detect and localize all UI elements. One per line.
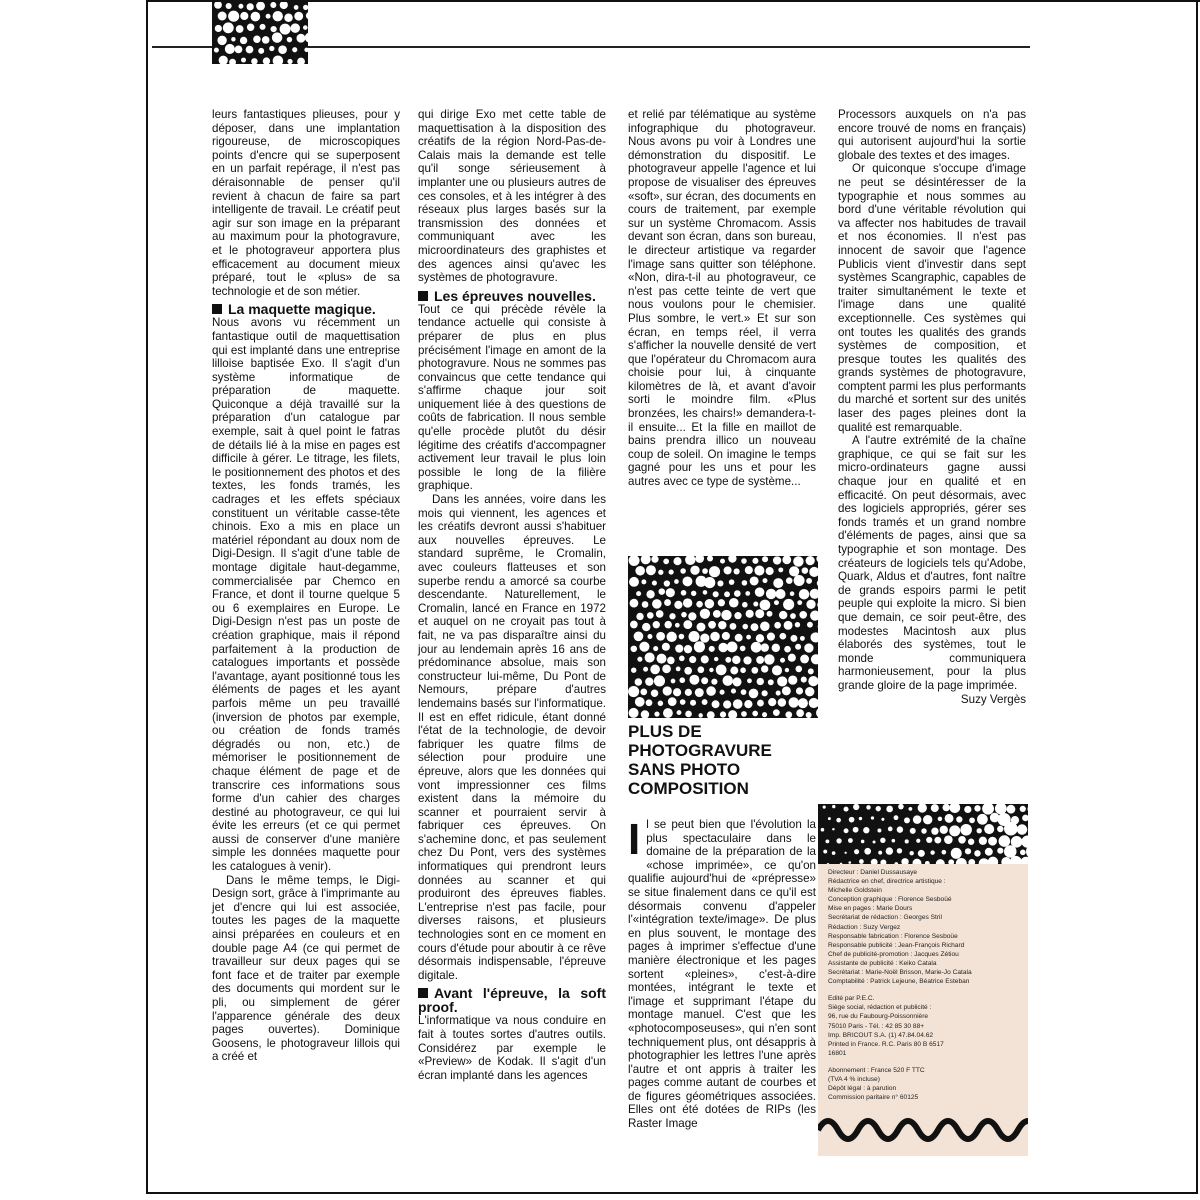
subscription-line: (TVA 4 % incluse) bbox=[828, 1075, 880, 1083]
staff-line: Secrétariat de rédaction : Georges Stril bbox=[828, 914, 942, 922]
halftone-illustration bbox=[628, 556, 818, 718]
masthead-box bbox=[818, 804, 1028, 1156]
paragraph: Dans les années, voire dans les mois qui viennent, les agences et les créatifs devront aussi s'habituer aux nouvelles épreuves. Le standard suprême, le Cromalin, avec couleurs flatteuses et son superbe rendu a amorcé sa courbe descendante. Naturellement, le Cromalin, lancé en France en 1972 et auquel on ne croyait pas tout à fait, ne va pas disparaître ainsi du jour au lendemain après 16 ans de prédominance absolue, mais son constructeur lui-même, Du Pont de Nemours, prépare d'autres lendemains basés sur l'informatique. Il est en effet ridicule, étant donné l'état de la technologie, de devoir fabriquer les quatre films de sélection pour produire une épreuve, alors que les données qui vont impressionner ces films existent dans la mémoire du scanner et pourraient servir à fabriquer ces épreuves. On s'achemine donc, et pas seulement chez Du Pont, vers des systèmes informatiques qui prendront leurs données au scanner et qui produiront des épreuves fiables. L'entreprise n'est pas facile, pour diverses raisons, et plusieurs technologies sont en ce moment en cours d'étude pour aboutir à ce rêve désormais indispensable, l'épreuve digitale. bbox=[418, 493, 606, 982]
paragraph: Tout ce qui précède révèle la tendance actuelle qui consiste à préparer de plus en plus précisément l'image en amont de la photogravure. Nous ne sommes pas convaincus que cette tendance qui s'affirme chaque jour soit uniquement liée à des questions de coûts de fabrication. Il nous semble qu'elle procède plutôt du désir légitime des créatifs d'accompagner activement leur travail le plus loin possible le long de la filière graphique. bbox=[418, 302, 606, 493]
section-heading bbox=[418, 289, 606, 303]
author-signature: Suzy Vergès bbox=[960, 692, 1026, 706]
subscription-line: Commission paritaire n° 60125 bbox=[828, 1094, 919, 1102]
staff-line: Responsable publicité : Jean-François Richard bbox=[828, 941, 965, 949]
bullet-square-icon bbox=[418, 988, 428, 998]
staff-list bbox=[828, 868, 1024, 986]
paragraph: Dans le même temps, le Digi-Design sort, grâce à l'imprimante au jet d'encre qui lui est associée, toutes les pages de la maquette ainsi préparées en couleurs et en double page A4 (ce qui permet de travailleur sur deux pages qui se font face et de traiter par exemple des documents qui mordent sur le pli, ou simplement de gérer l'apparence générale des deux pages ouvertes). Dominique Goosens, le photograveur lillois qui a créé et bbox=[212, 873, 400, 1064]
section-heading bbox=[418, 986, 606, 1014]
paragraph bbox=[628, 815, 816, 1131]
publisher-line: Edité par P.E.C. bbox=[828, 995, 875, 1003]
staff-line: Rédactrice en chef, directrice artistique : bbox=[828, 878, 946, 886]
article-column-3 bbox=[628, 108, 816, 489]
paragraph: Nous avons vu récemment un fantastique outil de maquettisation qui est implanté dans une entreprise lilloise baptisée Exo. Il s'agit d'un système informatique de préparation de maquette. Quiconque a déjà travaillé sur la préparation d'un catalogue par exemple, sait à quel point le fatras de détails lié à la mise en pages est difficile à gérer. Le titrage, les filets, le positionnement des photos et des textes, les fonds tramés, les cadrages et les effets spéciaux constituent un véritable casse-tête chinois. Exo a mis en place un matériel répondant au doux nom de Digi-Design. Il s'agit d'une table de montage digitale haut-degamme, commercialisée par Chemco en France, et dont il tourne quelque 5 ou 6 exemplaires en Europe. Le Digi-Design n'est pas un poste de création graphique, mais il répond parfaitement à la production de catalogues importants et possède l'avantage, ayant positionné tous les éléments de pages et les ayant parfois même un peu travaillé (inversion de photos par exemple, ou création de fonds tramés dégradés ou non, etc.) de mémoriser le positionnement de chaque élément de page et de transcrire ces informations sous forme d'un cahier des charges destiné au photograveur, ce qui lui évite les erreurs (et ce qui permet aussi de conserver d'une manière simple les données maquette pour les catalogues à venir). bbox=[212, 316, 400, 874]
article-column-1 bbox=[212, 108, 400, 1064]
publisher-line: Printed in France. R.C. Paris 80 B 6517 bbox=[828, 1040, 944, 1048]
halftone-ornament-credits bbox=[818, 804, 1028, 864]
publisher-line: Siège social, rédaction et publicité : bbox=[828, 1004, 932, 1012]
drop-cap: I bbox=[628, 815, 641, 864]
paragraph: leurs fantastiques plieuses, pour y déposer, dans une implantation rigoureuse, de microscopiques points d'encre qui se superposent en un parfait repérage, il n'est pas déraisonnable de penser qu'il revient à chacun de faire sa part intelligente de travail. Le créatif peut agir sur son image en la préparant au maximum pour la photogravure, et le photograveur apportera plus efficacement au document mieux préparé, tout le «plus» de sa technologie et de son métier. bbox=[212, 108, 400, 298]
masthead-text bbox=[828, 868, 1024, 1110]
headline-line: PLUS DE bbox=[628, 722, 702, 741]
staff-line: Secrétariat : Marie-Noël Brisson, Marie-Jo Catala bbox=[828, 969, 972, 977]
section-heading-text: La maquette magique. bbox=[228, 301, 376, 318]
sidebar-body bbox=[628, 815, 816, 1131]
staff-line: Assistante de publicité : Keiko Catala bbox=[828, 959, 937, 967]
publisher-info bbox=[828, 994, 1024, 1058]
publisher-line: 75010 Paris - Tél. : 42 85 30 88+ bbox=[828, 1022, 925, 1030]
staff-line: Mise en pages : Marie Dours bbox=[828, 905, 913, 913]
publisher-line: Imp. BRICOUT S.A. (1) 47.84.04.62 bbox=[828, 1031, 934, 1039]
subscription-info bbox=[828, 1066, 1024, 1102]
paragraph: qui dirige Exo met cette table de maquettisation à la disposition des créatifs de la région Nord-Pas-de-Calais mais la demande est telle qu'il songe sérieusement à implanter une ou plusieurs autres de ces consoles, et à les intégrer à des réseaux plus larges basés sur la transmission des données et communiquant avec les microordinateurs des graphistes et des agences ainsi qu'avec les systèmes de photogravure. bbox=[418, 108, 606, 285]
paragraph-text: l se peut bien que l'évolution la plus spectaculaire dans le domaine de la préparation de la «chose imprimée», ce qu'on qualifie aujourd'hui de «prépresse» se situe finalement dans ce qu'il est désormais convenu d'appeler l'«intégration texte/image». De plus en plus souvent, le montage des pages à imprimer s'effectue d'une manière électronique et les pages sortent «pleines», c'est-à-dire montées, intégrant le texte et l'image et supprimant l'étape du montage manuel. C'est que les «photocomposeuses», qui n'en sont techniquement plus, ont désappris à photographier les lettres l'une après l'autre et ont appris à traiter les pages comme autant de courbes et de figures géométriques associées. Elles ont été dotées de RIPs (les Raster Image bbox=[628, 818, 816, 1131]
publisher-line: 16801 bbox=[828, 1049, 847, 1057]
section-heading-text: Avant l'épreuve, la soft proof. bbox=[418, 985, 606, 1016]
subscription-line: Abonnement : France 520 F TTC bbox=[828, 1066, 925, 1074]
bullet-square-icon bbox=[212, 304, 222, 314]
article-column-4 bbox=[838, 108, 1026, 706]
section-heading bbox=[212, 302, 400, 316]
bullet-square-icon bbox=[418, 291, 428, 301]
staff-line: Conception graphique : Florence Sesboüé bbox=[828, 896, 952, 904]
paragraph: et relié par télématique au système infographique du photograveur. Nous avons pu voir à Londres une démonstration du dispositif. Le photograveur appelle l'agence et lui propose de visualiser des épreuves «soft», sur écran, des documents en cours de traitement, par exemple sur un système Chromacom. Assis devant son écran, dans son bureau, le directeur artistique va regarder l'image sans quitter son téléphone. «Non, dira-t-il au photograveur, ce n'est pas cette teinte de vert que nous voulons pour le chemisier. Plus sombre, le vert.» Et sur son écran, en temps réel, il verra s'afficher la nouvelle densité de vert que l'opérateur du Chromacom aura choisie pour lui, à cinquante kilomètres de là, et avant d'avoir sorti le moindre film. «Plus bronzées, les chairs!» demandera-t-il ensuite... Et la fille en maillot de bains prendra illico un nouveau coup de soleil. On imagine le temps gagné pour les uns et pour les autres avec ce type de système... bbox=[628, 108, 816, 489]
staff-line: Directeur : Daniel Dussausaye bbox=[828, 869, 918, 876]
paragraph: Processors auxquels on n'a pas encore trouvé de noms en français) qui autorisent aujourd'hui la sortie globale des textes et des images. bbox=[838, 108, 1026, 162]
sidebar-headline bbox=[628, 722, 828, 798]
publisher-line: 96, rue du Faubourg-Poissonnière bbox=[828, 1013, 929, 1021]
section-heading-text: Les épreuves nouvelles. bbox=[434, 287, 596, 304]
staff-line: Rédaction : Suzy Vergez bbox=[828, 923, 901, 931]
headline-line: SANS PHOTO bbox=[628, 760, 741, 779]
staff-line: Comptabilité : Patrick Lejeune, Béatrice Esteban bbox=[828, 978, 970, 986]
staff-line: Michelle Goldstein bbox=[828, 887, 882, 895]
paragraph: Or quiconque s'occupe d'image ne peut se désintéresser de la typographie et nous sommes au bord d'une véritable révolution qui va affecter nos habitudes de travail et nos économies. Il n'est pas innocent de savoir que l'agence Publicis vient d'investir dans sept systèmes Scangraphic, capables de traiter simultanément le texte et l'image dans une qualité exceptionnelle. Ces systèmes qui ont toutes les qualités des grands systèmes de composition, et presque toutes les qualités des grands systèmes de photogravure, comptent parmi les plus performants du marché et sortent sur des unités laser des pages pleines dont la qualité est remarquable. bbox=[838, 162, 1026, 434]
subscription-line: Dépôt légal : à parution bbox=[828, 1085, 897, 1093]
paragraph: L'informatique va nous conduire en fait à toutes sortes d'autres outils. Considérez par exemple le «Preview» de Kodak. Il s'agit d'un écran implanté dans les agences bbox=[418, 1014, 606, 1082]
staff-line: Responsable fabrication : Florence Sesboüe bbox=[828, 932, 958, 940]
paragraph: A l'autre extrémité de la chaîne graphique, ce qui se fait sur les micro-ordinateurs gagne aussi chaque jour en qualité et en efficacité. On peut désormais, avec des logiciels appropriés, gérer ses fonds tramés et un grand nombre d'éléments de pages, ainsi que sa typographie et son montage. Des créateurs de logiciels tels qu'Adobe, Quark, Aldus et d'autres, font naître de grands espoirs parmi le petit peuple qui exploite la micro. Si bien que demain, ce soir peut-être, des modestes Macintosh aux plus élaborés des systèmes, tout le monde communiquera harmonieusement, pour la plus grande gloire de la page imprimée. bbox=[838, 434, 1026, 692]
headline-line: COMPOSITION bbox=[628, 779, 749, 798]
article-column-2 bbox=[418, 108, 606, 1082]
halftone-ornament-top bbox=[212, 2, 308, 64]
staff-line: Chef de publicité-promotion : Jacques Zétiou bbox=[828, 950, 959, 958]
headline-line: PHOTOGRAVURE bbox=[628, 741, 772, 760]
wave-ornament bbox=[818, 1110, 1028, 1150]
